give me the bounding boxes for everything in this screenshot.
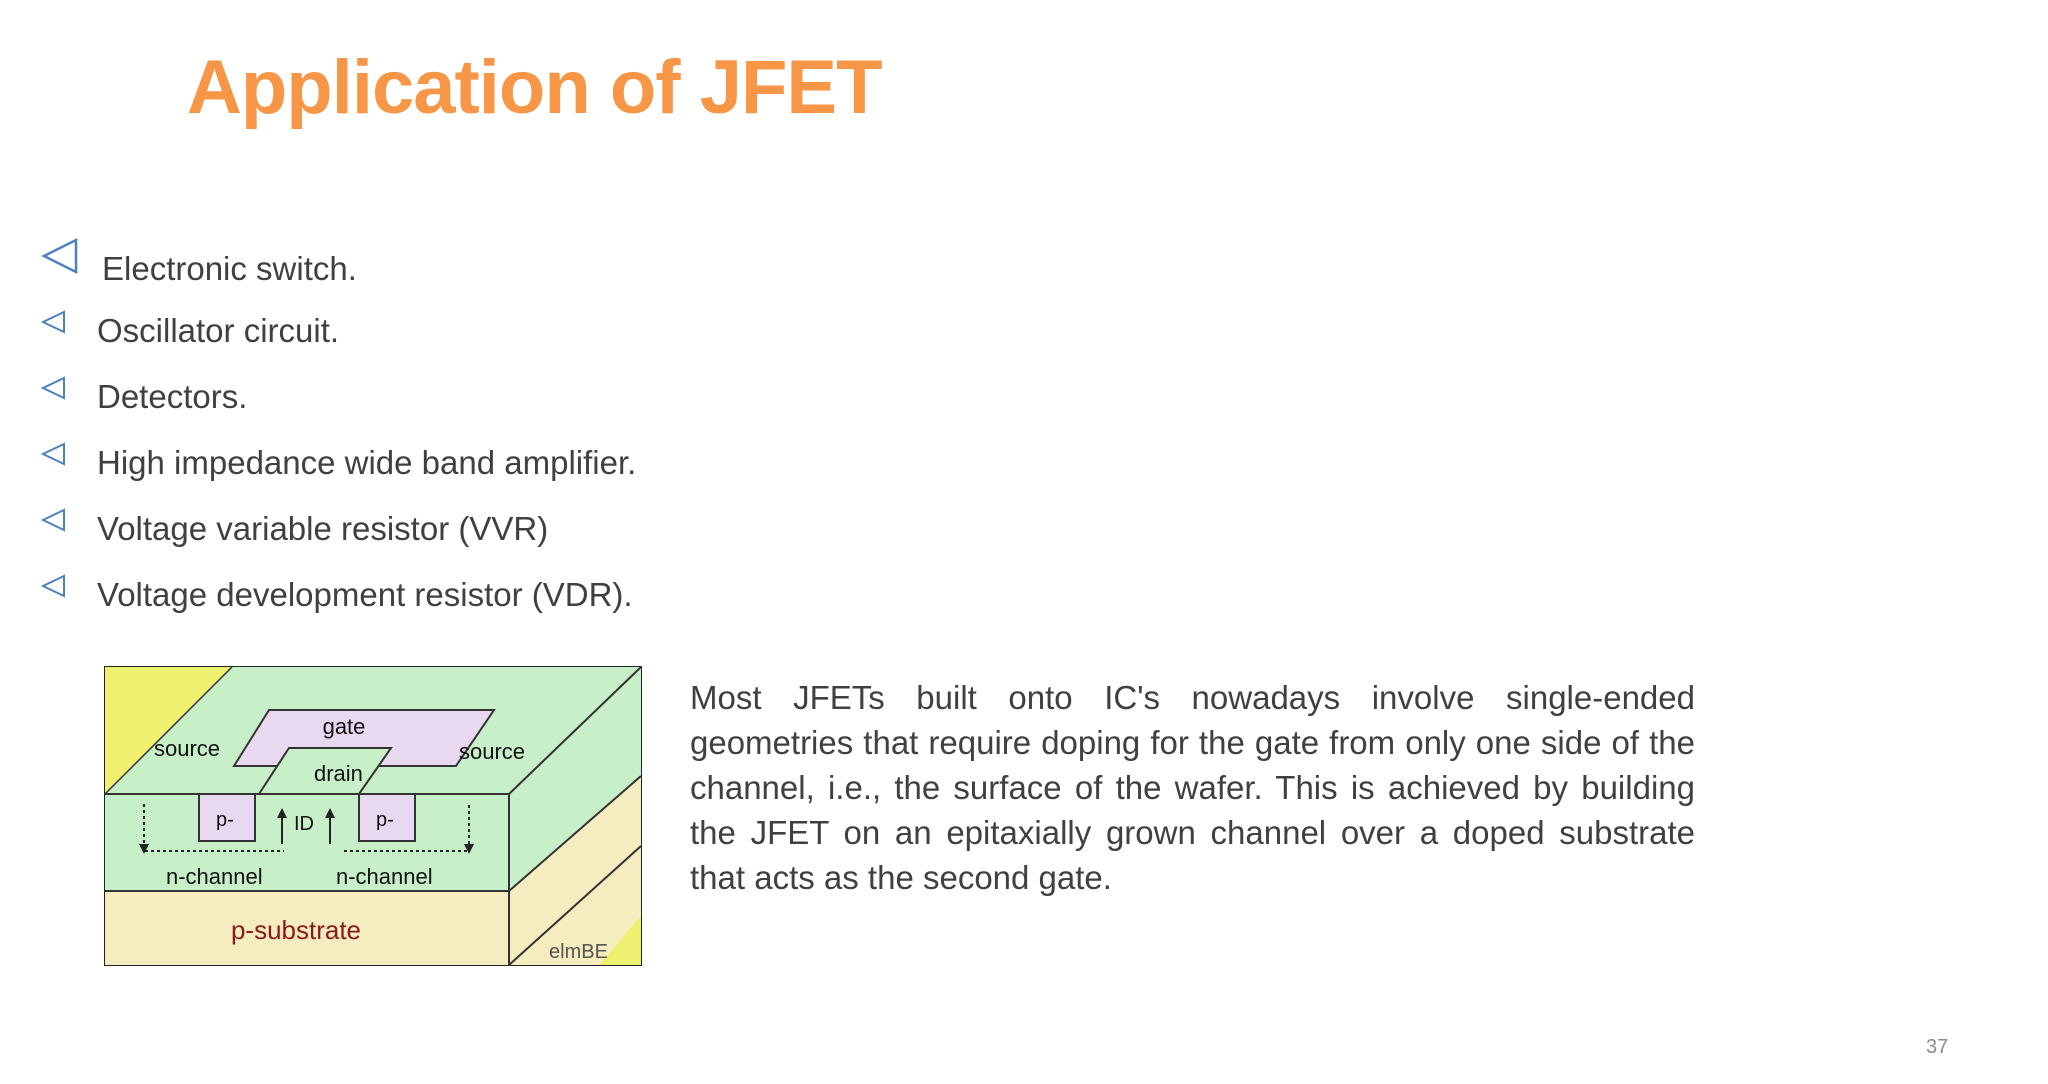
label-p-left: p- <box>216 809 234 831</box>
label-n-channel-right: n-channel <box>336 864 433 889</box>
label-drain: drain <box>314 761 363 786</box>
label-watermark: elmBE <box>549 941 608 963</box>
bullet-label: Voltage development resistor (VDR). <box>97 576 633 613</box>
label-source-right: source <box>459 739 526 764</box>
bullet-label: Voltage variable resistor (VVR) <box>97 510 549 547</box>
label-p-right: p- <box>376 809 394 831</box>
label-p-substrate: p-substrate <box>230 915 362 945</box>
triangle-bullet-icon <box>40 236 80 276</box>
label-source-left: source <box>154 736 221 761</box>
bullet-label: Detectors. <box>97 378 248 415</box>
bullet-label: Oscillator circuit. <box>97 312 340 349</box>
triangle-bullet-icon <box>40 442 68 466</box>
triangle-bullet-icon <box>40 508 68 532</box>
page-number: 37 <box>1926 1036 1949 1058</box>
bullet-label: Electronic switch. <box>102 250 357 287</box>
bullet-label: High impedance wide band amplifier. <box>97 444 637 481</box>
label-n-channel-left: n-channel <box>166 864 263 889</box>
triangle-bullet-icon <box>40 310 68 334</box>
jfet-cross-section-figure <box>104 666 642 966</box>
triangle-bullet-icon <box>40 376 68 400</box>
description-paragraph: Most JFETs built onto IC's nowadays involve single-ended geometries that require doping for the gate from only one side of the channel, i.e., the surface of the wafer. This is achieved by building the JFET on an epitaxially grown channel over a doped substrate that acts as the second gate. <box>690 679 1695 896</box>
triangle-bullet-icon <box>40 574 68 598</box>
slide-title: Application of JFET <box>187 45 882 130</box>
label-id: ID <box>294 813 314 835</box>
label-gate: gate <box>322 714 366 739</box>
